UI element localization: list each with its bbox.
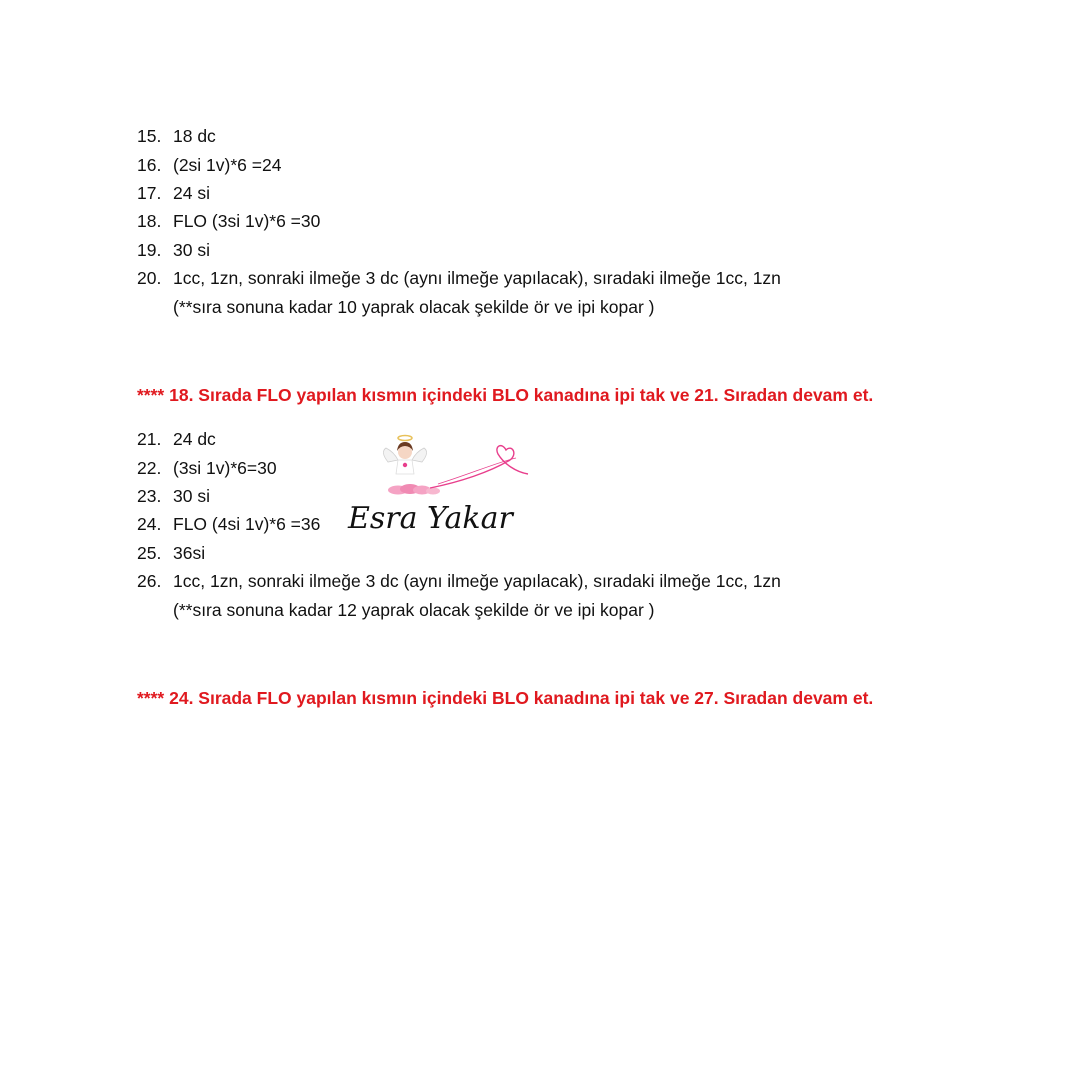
- pattern-row: [137, 210, 320, 232]
- instruction-note: **** 18. Sırada FLO yapılan kısmın içindeki BLO kanadına ipi tak ve 21. Sıradan devam et.: [137, 385, 874, 405]
- row-text: FLO (3si 1v)*6 =30: [173, 211, 321, 231]
- row-text: (3si 1v)*6=30: [173, 458, 277, 478]
- row-text: 36si: [173, 543, 206, 563]
- row-text: (2si 1v)*6 =24: [173, 155, 282, 175]
- row-number: 16.: [137, 155, 162, 175]
- row-number: 24.: [137, 514, 162, 534]
- row-continuation: (**sıra sonuna kadar 10 yaprak olacak şekilde ör ve ipi kopar ): [173, 297, 655, 317]
- row-number: 15.: [137, 126, 162, 146]
- angel-icon: [383, 436, 426, 475]
- row-text: 18 dc: [173, 126, 216, 146]
- instruction-note: **** 24. Sırada FLO yapılan kısmın içindeki BLO kanadına ipi tak ve 27. Sıradan devam et.: [137, 688, 874, 708]
- pattern-row: [137, 457, 277, 479]
- row-number: 23.: [137, 486, 162, 506]
- pattern-row: [137, 485, 210, 507]
- row-number: 19.: [137, 240, 162, 260]
- row-text: FLO (4si 1v)*6 =36: [173, 514, 321, 534]
- pattern-row: [137, 125, 216, 147]
- pattern-row: [137, 154, 281, 176]
- row-number: 17.: [137, 183, 162, 203]
- row-text: 24 si: [173, 183, 210, 203]
- row-number: 21.: [137, 429, 162, 449]
- pattern-row: [137, 267, 781, 289]
- pattern-row: [137, 513, 320, 535]
- row-text: 1cc, 1zn, sonraki ilmeğe 3 dc (aynı ilmeğe yapılacak), sıradaki ilmeğe 1cc, 1zn: [173, 571, 781, 591]
- row-number: 26.: [137, 571, 162, 591]
- logo-text: Esra Yakar: [348, 501, 513, 536]
- row-text: 30 si: [173, 240, 210, 260]
- row-text: 1cc, 1zn, sonraki ilmeğe 3 dc (aynı ilmeğe yapılacak), sıradaki ilmeğe 1cc, 1zn: [173, 268, 781, 288]
- pattern-row: [137, 239, 210, 261]
- row-number: 18.: [137, 211, 162, 231]
- row-number: 25.: [137, 543, 162, 563]
- row-text: 24 dc: [173, 429, 216, 449]
- row-continuation: (**sıra sonuna kadar 12 yaprak olacak şekilde ör ve ipi kopar ): [173, 600, 655, 620]
- row-number: 22.: [137, 458, 162, 478]
- pattern-row: [137, 570, 781, 592]
- pattern-row: [137, 542, 205, 564]
- logo-graphic: [340, 432, 550, 544]
- row-text: 30 si: [173, 486, 210, 506]
- row-number: 20.: [137, 268, 162, 288]
- pink-cloud: [388, 484, 440, 495]
- brand-logo: [340, 432, 550, 544]
- pattern-row: [137, 428, 216, 450]
- pattern-row: [137, 182, 210, 204]
